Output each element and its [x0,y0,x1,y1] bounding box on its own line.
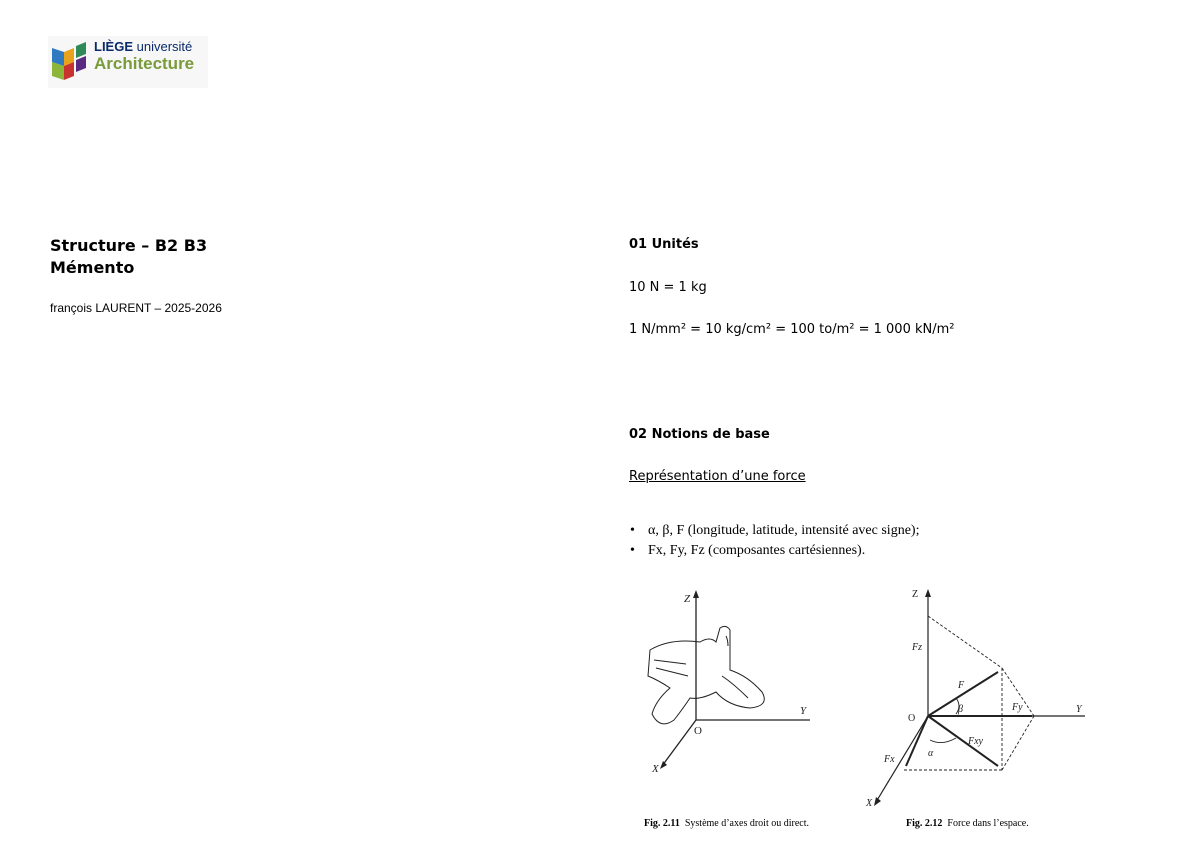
logo-universite: université [133,39,193,54]
z-arrow-icon [693,590,699,598]
beta-label: β [958,704,963,715]
logo-line1 [94,39,192,54]
bullet-text: α, β, F (longitude, latitude, intensité avec signe); [648,523,920,538]
figure-caption-212 [906,818,1029,829]
y-axis-label: Y [1076,704,1082,715]
z-arrow-icon [925,589,931,597]
section-heading-units: 01 Unités [629,237,699,252]
figure-caption-211 [644,818,809,829]
origin-label: O [908,713,916,724]
list-item: • α, β, F (longitude, latitude, intensité avec signe); [630,521,919,541]
section-heading-basics: 02 Notions de base [629,427,770,442]
figure-caption-text: Force dans l’espace. [947,818,1029,829]
fy-label: Fy [1012,702,1023,713]
y-axis-label: Y [800,705,807,717]
z-axis-label: Z [684,593,691,605]
x-axis-label: X [652,763,659,775]
document-title [50,235,207,279]
origin-label: O [694,725,702,737]
x-arrow-icon [660,761,667,769]
university-logo-icon [50,40,90,84]
bullet-list [630,521,919,561]
x-axis [662,720,696,766]
document-title-line1: Structure – B2 B3 [50,236,208,255]
hand-drawing [648,626,764,723]
figure-number: Fig. 2.12 [906,818,943,829]
figure-caption-text: Système d’axes droit ou direct. [684,818,809,829]
subheading-force-representation: Représentation d’une force [629,469,806,484]
figure-number: Fig. 2.11 [644,818,680,829]
alpha-arc [930,738,956,743]
document-author: françois LAURENT – 2025-2026 [50,301,222,315]
equation-pressure-units: 1 N/mm² = 10 kg/cm² = 100 to/m² = 1 000 kN/m² [629,322,955,337]
fz-label: Fz [912,642,922,653]
fxy-label: Fxy [968,736,983,747]
bullet-text: Fx, Fy, Fz (composantes cartésiennes). [648,543,866,558]
document-title-line2: Mémento [50,258,135,277]
list-item: • Fx, Fy, Fz (composantes cartésiennes). [630,541,919,561]
x-axis-label: X [866,798,873,809]
figure-axes-hand [630,580,830,780]
f-label: F [958,680,965,691]
university-logo [48,36,208,88]
alpha-label: α [928,748,934,759]
figure-force-space [860,580,1100,810]
equation-newton-kg: 10 N = 1 kg [629,280,707,295]
z-axis-label: Z [912,589,919,600]
logo-architecture: Architecture [94,54,195,73]
fx-label: Fx [884,754,895,765]
x-arrow-icon [874,797,881,806]
logo-liege: LIÈGE [94,39,134,54]
